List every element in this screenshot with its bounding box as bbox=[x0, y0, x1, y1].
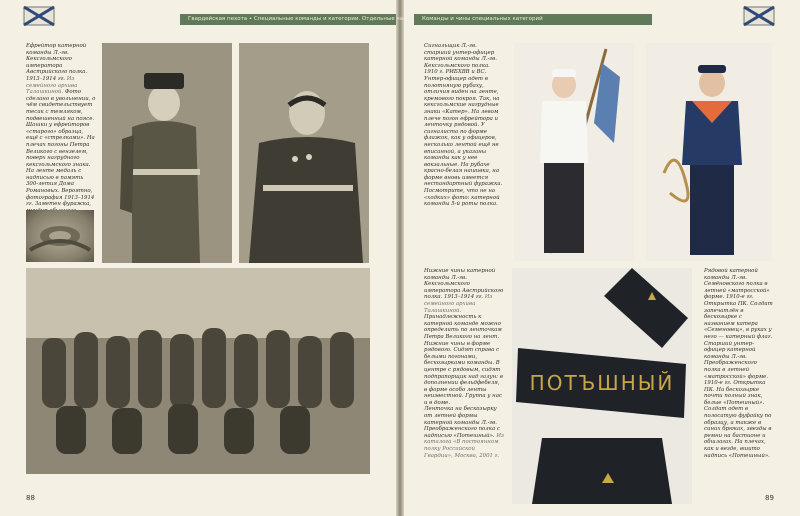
photo-p3 bbox=[26, 268, 370, 474]
photo-ribbon bbox=[512, 268, 692, 504]
caption-left-top-source: Из семейного архива Талашкиной. bbox=[26, 75, 78, 96]
caption-ribbon-source: Из каталога «В постоянном полку Российской Гвардии», Москва, 2001 г. bbox=[424, 432, 504, 459]
caption-left-top bbox=[26, 43, 96, 208]
photo-p2 bbox=[239, 43, 369, 263]
photo-p1 bbox=[102, 43, 232, 263]
caption-left-bottom-body: Принадлежность к катерной команде можно определить по ленточкам Петра Великого на лент. Нижние чины в форме рядового. Сидят справа с белыми погонами, бескозырками команды. В центре с рядовым, сидят подпрапорщик над галун: в дополнении фельдфебеля, в форме особо ленты неизвестной. Группа у нас и в доме. bbox=[424, 314, 503, 406]
caption-left-bottom-text: Нижние чины катерной команды Л.-гв. Кексгольмского императора Австрийского полка. 1913–1914 гг. bbox=[424, 268, 504, 301]
folio-right: 89 bbox=[765, 494, 774, 502]
caption-left-bottom-source: Из семейного архива Талашкиной. bbox=[424, 294, 493, 314]
caption-right-top bbox=[424, 43, 504, 223]
flag-emblem-icon bbox=[22, 4, 56, 28]
caption-ribbon-text: Ленточка на бескозырку от летней формы катерной команды Л.-гв. Преображенского полка с надписью «Потешный». bbox=[424, 406, 500, 439]
photo-badge-detail bbox=[26, 210, 94, 262]
right-running-title: Команды и чины специальных категорий bbox=[414, 14, 652, 25]
caption-left-bottom bbox=[424, 268, 504, 478]
caption-right-top-text: Сигнальщик Л.-гв. старший унтер-офицер катерной команды Л.-гв. Кексгольмского полка. 1910 г. РИБХВВ и ВС. bbox=[424, 43, 497, 76]
flag-emblem-icon bbox=[742, 4, 776, 28]
caption-right-bottom bbox=[704, 268, 774, 478]
right-page bbox=[402, 0, 800, 516]
photo-p6 bbox=[646, 43, 772, 261]
ribbon-inscription: ПОТЪШНЫЙ bbox=[529, 371, 675, 395]
photo-p5 bbox=[514, 43, 634, 261]
caption-right-top-body: Унтер-офицер одет в полотняную рубаху, отличия виден на ленте, кремового покроя. Так, на кексгольмские нагрудные знаки «Катер». На левом плече погон ефрейтора и ленточку рядовой. У сигналиста по форме флажок, как у офицеров, несколько лентой ещё не вписанной, а указаны команды как у нее вокзальные. На рубахе красно-белая нашивка, на форме вновь имеется нестандартный фуражка. Посмотрите, что не на «ходких» фото: катерной команды 5-й роты полка. bbox=[424, 75, 503, 208]
caption-right-bottom-text: Рядовой катерной команды Л.-гв. Семёновского полка в летней «матросской» форме. 1910-е гг. Открытка ПК. bbox=[704, 268, 770, 307]
caption-left-top-body: Фото сделано в увольнении, о чём свидетельствует тесак с темляком, подвешенный на поясе. Шашки у ефрейторов «старого» образца, ещё с «стрелками». На плечах погоны Петра Великого с вензелем, поверх нагрудного кексгольмского знака. На ленте медаль с надписью в память 300-летия Дома Романовых. Вероятно, фотография 1913–1914 гг. Заметен фуражка, bbox=[26, 89, 96, 208]
caption-left-top-text: Ефрейтор катерной команды Л.-гв. Кексгольмского императора Австрийского полка. 1913–1914 гг. bbox=[26, 43, 88, 82]
left-running-title: Гвардейская пехота • Специальные команды и категории. Отдельные части bbox=[180, 14, 396, 25]
folio-left: 88 bbox=[26, 494, 35, 502]
caption-right-bottom-body: Солдат запечатлён в бескозырке с названием катера «Семеновец», в руках у него — катерный флаг. Старший унтер-офицер катерной команды Л.-гв. Преображенского полка в летней «матросской» форме. 1910-е гг. Открытка ПК. На бескозырке почти полный знак, белые «Потешный». Солдат одет в полосатую фуфайку по образцу, а также в синих брюках, звезды в ремни на бастионе и обшлагах. На плечах, как и везде, вшито надпись «Потешный». bbox=[704, 300, 773, 459]
